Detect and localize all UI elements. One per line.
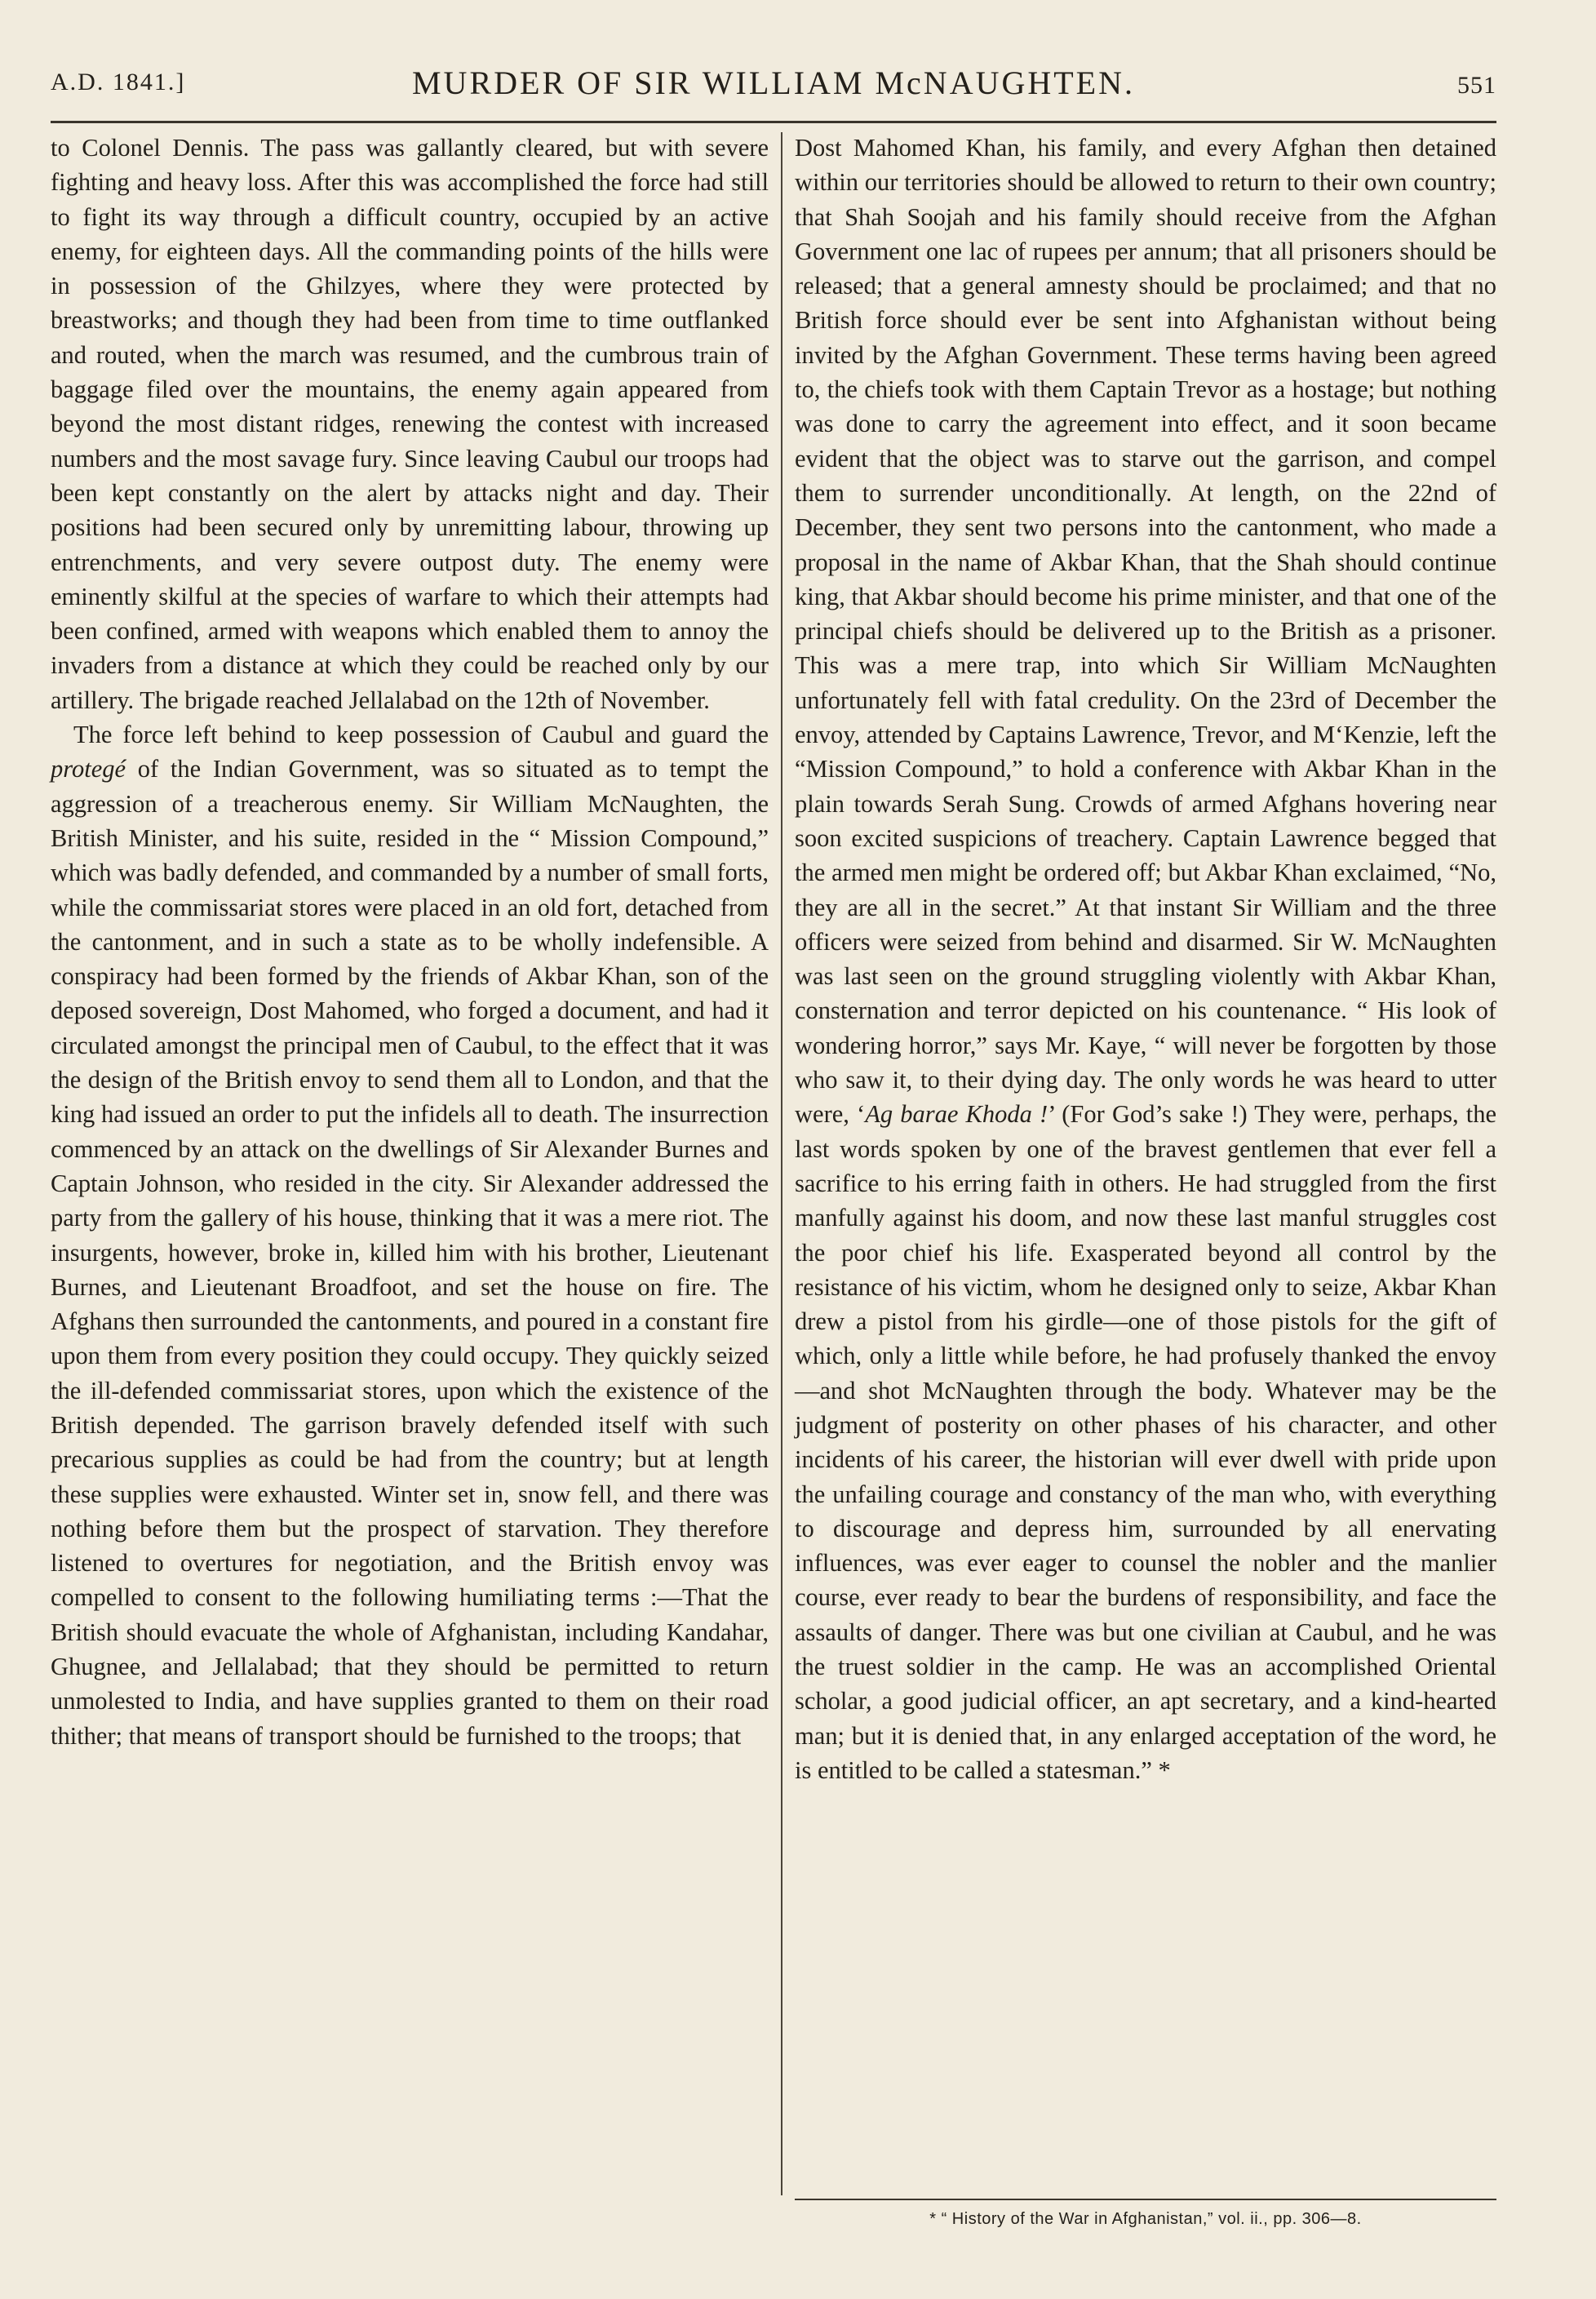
paragraph <box>795 131 1496 1787</box>
italic-text: protegé <box>51 755 126 783</box>
footnote-rule <box>795 2199 1496 2200</box>
text-run: Dost Mahomed Khan, his family, and every Afghan then detained within our territories should be allowed to return to their own country; that Shah Soojah and his family should receive from the Afghan Government one lac of rupees per annum; that all prisoners should be released; that a general amnesty should be proclaimed; and that no British force should ever be sent into Afghanistan without being invited by the Afghan Government. These terms having been agreed to, the chiefs took with them Captain Trevor as a hostage; but nothing was done to carry the agreement into effect, and it soon became evident that the object was to starve out the garrison, and compel them to surrender unconditionally. At length, on the 22nd of December, they sent two persons into the cantonment, who made a proposal in the name of Akbar Khan, that the Shah should continue king, that Akbar should become his prime minister, and that one of the principal chiefs should be delivered up to the British as a prisoner. This was a mere trap, into which Sir William McNaughten unfortunately fell with fatal credulity. On the 23rd of December the envoy, attended by Captains Lawrence, Trevor, and M‘Kenzie, left the “Mission Compound,” to hold a conference with Akbar Khan in the plain towards Serah Sung. Crowds of armed Afghans hovering near soon excited suspicions of treachery. Captain Lawrence begged that the armed men might be ordered off; but Akbar Khan exclaimed, “No, they are all in the secret.” At that instant Sir William and the three officers were seized from behind and disarmed. Sir W. McNaughten was last seen on the ground struggling violently with Akbar Khan, consternation and terror depicted on his countenance. “ His look of wondering horror,” says Mr. Kaye, “ will never be forgotten by those who saw it, to their dying day. The only words he was heard to utter were, ‘ <box>795 134 1496 1129</box>
header-date: A.D. 1841.] <box>51 69 186 95</box>
right-column <box>795 131 1496 1787</box>
running-head <box>51 57 1496 106</box>
paragraph <box>51 717 769 1753</box>
page-title: MURDER OF SIR WILLIAM McNAUGHTEN. <box>411 64 1135 101</box>
left-column <box>51 131 769 1753</box>
italic-text: Ag barae Khoda ! <box>865 1100 1048 1129</box>
text-run: The force left behind to keep possession of Caubul and guard the <box>73 721 769 749</box>
page-number: 551 <box>1457 72 1496 99</box>
text-run: ’ (For God’s sake !) They were, perhaps, the last words spoken by one of the bravest gentlemen that ever fell a sacrifice to his erring faith in others. He had struggled from the first manfully against his doom, and now these last manful struggles cost the poor chief his life. Exasperated beyond all control by the resistance of his victim, whom he designed only to seize, Akbar Khan drew a pistol from his girdle—one of those pistols for the gift of which, only a little while before, he had profusely thanked the envoy—and shot McNaughten through the body. Whatever may be the judgment of posterity on other phases of his character, and other incidents of his career, the historian will ever dwell with pride upon the unfailing courage and constancy of the man who, with everything to discourage and depress him, surrounded by all enervating influences, was ever eager to counsel the nobler and the manlier course, ever ready to bear the burdens of responsibility, and face the assaults of danger. There was but one civilian at Caubul, and he was the truest soldier in the camp. He was an accomplished Oriental scholar, a good judicial officer, an apt secretary, and a kind-hearted man; but it is denied that, in any enlarged acceptation of the word, he is entitled to be called a statesman.” * <box>795 1100 1496 1784</box>
header-rule <box>51 121 1496 123</box>
footnote: * “ History of the War in Afghanistan,” vol. ii., pp. 306—8. <box>929 2210 1362 2228</box>
text-run: of the Indian Government, was so situated as to tempt the aggression of a treacherous enemy. Sir William McNaughten, the British Minister, and his suite, resided in the “ Mission Compound,” which was badly defended, and commanded by a number of small forts, while the commissariat stores were placed in an old fort, detached from the cantonment, and in such a state as to be wholly indefensible. A conspiracy had been formed by the friends of Akbar Khan, son of the deposed sovereign, Dost Mahomed, who forged a document, and had it circulated amongst the principal men of Caubul, to the effect that it was the design of the British envoy to send them all to London, and that the king had issued an order to put the infidels all to death. The insurrection commenced by an attack on the dwellings of Sir Alexander Burnes and Captain Johnson, who resided in the city. Sir Alexander addressed the party from the gallery of his house, thinking that it was a mere riot. The insurgents, however, broke in, killed him with his brother, Lieutenant Burnes, and Lieutenant Broadfoot, and set the house on fire. The Afghans then surrounded the cantonments, and poured in a constant fire upon them from every position they could occupy. They quickly seized the ill-defended commissariat stores, upon which the existence of the British depended. The garrison bravely defended itself with such precarious supplies as could be had from the country; but at length these supplies were exhausted. Winter set in, snow fell, and there was nothing before them but the prospect of starvation. They therefore listened to overtures for negotiation, and the British envoy was compelled to consent to the following humiliating terms :—That the British should evacuate the whole of Afghanistan, including Kandahar, Ghugnee, and Jellalabad; that they should be permitted to return unmolested to India, and have supplies granted to them on their road thither; that means of transport should be furnished to the troops; that <box>51 755 769 1750</box>
column-divider <box>781 132 782 2195</box>
paragraph: to Colonel Dennis. The pass was gallantly cleared, but with severe fighting and heavy loss. After this was accomplished the force had still to fight its way through a difficult country, occupied by an active enemy, for eighteen days. All the commanding points of the hills were in possession of the Ghilzyes, where they were protected by breastworks; and though they had been from time to time outflanked and routed, when the march was resumed, and the cumbrous train of baggage filed over the mountains, the enemy again appeared from beyond the most distant ridges, renewing the contest with increased numbers and the most savage fury. Since leaving Caubul our troops had been kept constantly on the alert by attacks night and day. Their positions had been secured only by unremitting labour, throwing up entrenchments, and very severe outpost duty. The enemy were eminently skilful at the species of warfare to which their attempts had been confined, armed with weapons which enabled them to annoy the invaders from a distance at which they could be reached only by our artillery. The brigade reached Jellalabad on the 12th of November. <box>51 134 769 714</box>
